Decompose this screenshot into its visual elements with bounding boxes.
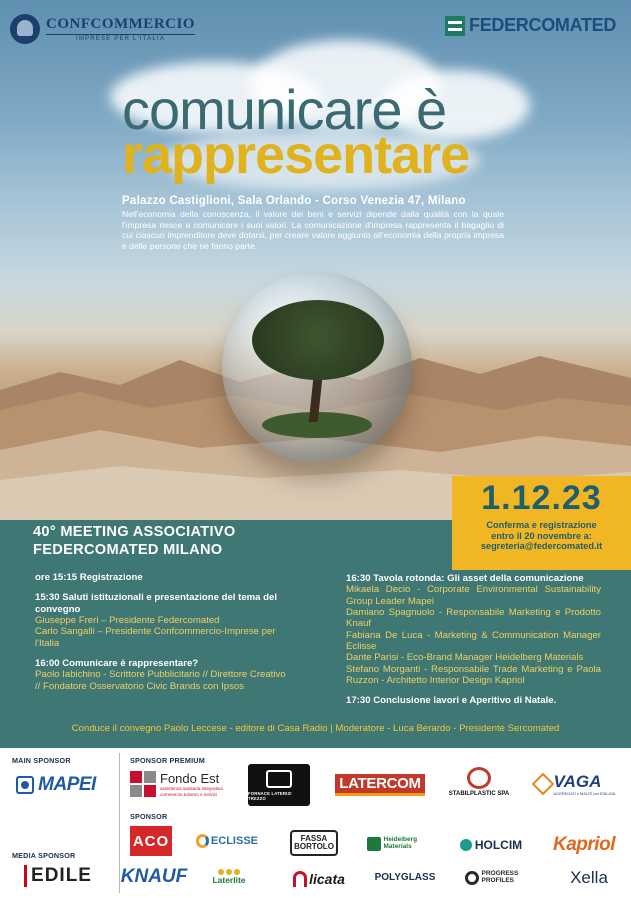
main-sponsor-label: MAIN SPONSOR xyxy=(12,756,71,765)
progress-mark-icon xyxy=(465,871,479,885)
latercom-logo xyxy=(330,774,430,796)
premium-sponsor-label: SPONSOR PREMIUM xyxy=(130,756,205,765)
speaker: Carlo Sangalli – Presidente Confcommercio-Imprese per l'Italia xyxy=(35,626,276,649)
intro-text: Nell'economia della conoscenza, il valore dei beni e servizi dipende dalla qualità con la quale l'impresa riesce a comunicare i suoi valori. La comunicazione d'impresa rappresenta il bagaglio di cui ciascun imprenditore deve dotarsi, per creare valore aggiunto all'economia della propria impresa e delle persone che ne fanno parte. xyxy=(122,209,504,251)
media-sponsor-label: MEDIA SPONSOR xyxy=(12,851,76,860)
heading-line-2: FEDERCOMATED MILANO xyxy=(33,542,223,559)
holcim-name: HOLCIM xyxy=(474,838,523,852)
mapei-name: MAPEI xyxy=(38,774,96,795)
edile-logo xyxy=(12,866,104,886)
polyglass-logo xyxy=(372,868,438,886)
agenda-title: 17:30 Conclusione lavori e Aperitivo di Natale. xyxy=(346,695,557,707)
agenda-item xyxy=(35,592,290,649)
laterlite-logo xyxy=(198,864,260,890)
federcomated-name: FEDERCOMATED xyxy=(469,15,617,35)
fornace-mark-icon xyxy=(266,770,292,788)
fondo-est-name: Fondo Est xyxy=(160,771,220,787)
fornace-trezzo-logo xyxy=(248,764,310,806)
kapriol-logo xyxy=(544,834,624,856)
fassa-name: FASSA BORTOLO xyxy=(294,834,334,851)
title-line-1: comunicare è xyxy=(122,78,447,141)
kapriol-name: Kapriol xyxy=(553,834,615,855)
eclisse-logo xyxy=(196,832,258,850)
mapei-mark-icon xyxy=(16,776,34,794)
vaga-mark-icon xyxy=(531,773,554,796)
stabilplastic-mark-icon xyxy=(467,767,491,789)
laterlite-name: Laterlite xyxy=(212,875,246,885)
agenda-title: 15:30 Saluti istituzionali e presentazione del tema del convegno xyxy=(35,592,278,615)
vaga-name: VAGA xyxy=(553,772,602,791)
polyglass-name: POLYGLASS xyxy=(374,871,436,883)
fassa-bortolo-logo xyxy=(290,830,338,856)
tree-icon xyxy=(252,300,384,380)
agenda-title: 16:00 Comunicare è rappresentare? xyxy=(35,657,199,669)
speaker: Paolo Iabichino - Scrittore Pubblicitario // Direttore Creativo // Fondatore Osservatorio Civic Brands con Ipsos xyxy=(35,669,286,692)
xella-name: Xella xyxy=(570,868,608,887)
xella-logo xyxy=(556,866,622,890)
speaker: Fabiana De Luca - Marketing & Communication Manager Eclisse xyxy=(346,629,601,652)
knauf-logo xyxy=(120,862,188,892)
date-box xyxy=(452,476,631,570)
registration-info xyxy=(452,520,631,552)
vaga-logo xyxy=(526,768,624,800)
stabilplastic-logo xyxy=(446,762,512,802)
holcim-logo xyxy=(454,836,528,854)
confcommercio-logo xyxy=(10,14,195,44)
aco-logo xyxy=(130,826,172,856)
meeting-heading xyxy=(33,523,235,559)
agenda-item xyxy=(346,573,601,686)
federcomated-mark-icon xyxy=(445,16,465,36)
speaker: Stefano Morganti - Responsabile Trade Marketing e Paola Ruzzon - Architetto Interior Design Kapriol xyxy=(346,663,601,686)
speaker: Damiano Spagnuolo - Responsabile Marketing e Prodotto Knauf xyxy=(346,606,601,630)
program-left-column xyxy=(35,572,290,701)
eclisse-name: ECLISSE xyxy=(210,835,258,847)
confirm-email[interactable]: segreteria@federcomated.it xyxy=(480,541,603,552)
vaga-sub: AGGREGATI e MALTE per EDILIZIA xyxy=(553,792,616,796)
licata-mark-icon xyxy=(293,871,307,887)
heidelberg-mark-icon xyxy=(367,837,381,851)
heading-line-1: 40° MEETING ASSOCIATIVO xyxy=(33,524,236,540)
licata-name: licata xyxy=(309,871,345,887)
agenda-title: ore 15:15 Registrazione xyxy=(35,572,143,583)
mapei-logo xyxy=(10,772,102,798)
speaker: Giuseppe Freri – Presidente Federcomated xyxy=(35,614,220,626)
progress-profiles-logo xyxy=(462,868,536,888)
federcomated-logo xyxy=(445,15,616,36)
stabilplastic-name: STABILPLASTIC SPA xyxy=(448,791,510,797)
speaker: Mikaela Decio - Corporate Environmental Sustainability Group Leader Mapei xyxy=(346,584,601,607)
confirm-line-1: Conferma e registrazione xyxy=(486,520,597,530)
agenda-item xyxy=(35,658,290,692)
program-right-column xyxy=(346,573,601,715)
confcommercio-name: CONFCOMMERCIO xyxy=(46,16,195,32)
progress-name: PROGRESS PROFILES xyxy=(481,870,519,884)
agenda-item xyxy=(35,572,290,583)
event-date: 1.12.23 xyxy=(481,479,602,517)
sponsor-label: SPONSOR xyxy=(130,812,168,821)
latercom-name: LATERCOM xyxy=(335,774,424,796)
venue: Palazzo Castiglioni, Sala Orlando - Corso Venezia 47, Milano xyxy=(122,194,466,207)
confirm-line-2: entro il 20 novembre a: xyxy=(491,530,592,541)
fondo-est-logo xyxy=(130,764,230,804)
knauf-name: KNAUF xyxy=(120,866,188,887)
moderator-line: Conduce il convegno Paolo Leccese - editore di Casa Radio | Moderatore - Luca Berardo - Presidente Sercomated xyxy=(71,723,560,734)
heidelberg-name: Heidelberg Materials xyxy=(383,836,418,850)
agenda-item xyxy=(346,695,601,706)
heidelberg-logo xyxy=(364,834,438,854)
aco-name: ACO xyxy=(132,832,170,850)
agenda-title: 16:30 Tavola rotonda: Gli asset della comunicazione xyxy=(346,573,584,584)
licata-logo xyxy=(284,868,354,890)
confcommercio-subtitle: IMPRESE PER L'ITALIA xyxy=(46,34,195,42)
title-line-2: rappresentare xyxy=(122,125,470,185)
speaker: Dante Parisi - Eco-Brand Manager Heidelberg Materials xyxy=(346,652,584,664)
eclisse-mark-icon xyxy=(196,834,209,848)
fondo-est-sub: assistenza sanitaria integrativa commercio turismo e servizi xyxy=(160,786,223,797)
fornace-name: FORNACE LATERIZI TREZZO xyxy=(248,790,292,801)
edile-name: EDILE xyxy=(24,865,92,887)
eagle-icon xyxy=(10,14,40,44)
fondo-est-mark-icon xyxy=(130,771,156,797)
holcim-mark-icon xyxy=(460,839,472,851)
